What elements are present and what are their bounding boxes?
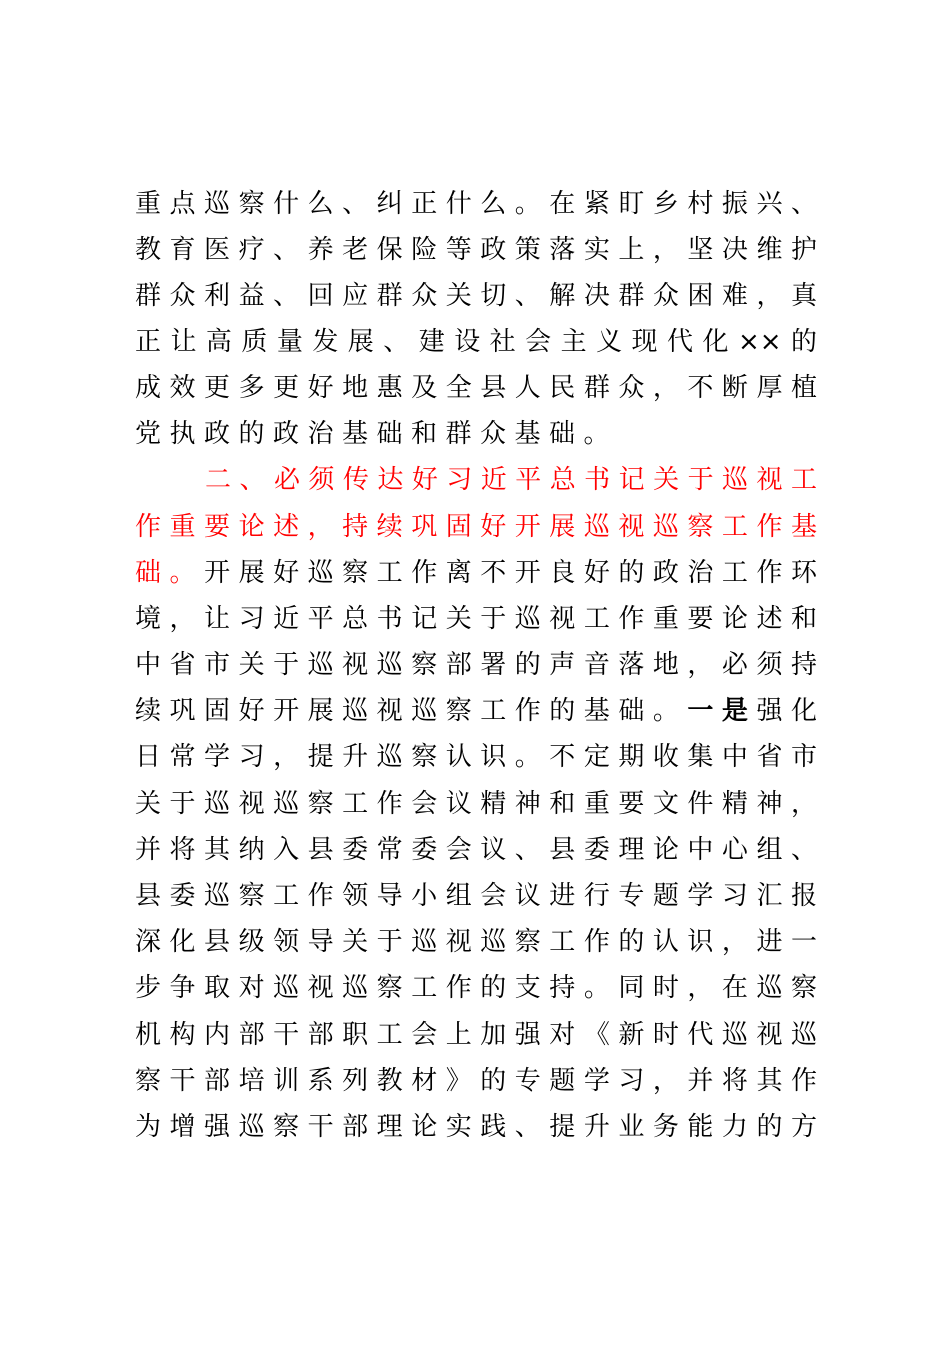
text-line: 日常学习，提升巡察认识。不定期收集中省市 xyxy=(135,742,817,772)
text-line: 关于巡视巡察工作会议精神和重要文件精神， xyxy=(135,789,817,819)
text-line: 境，让习近平总书记关于巡视工作重要论述和 xyxy=(135,604,817,634)
text-line: 步争取对巡视巡察工作的支持。同时，在巡察 xyxy=(135,973,817,1003)
text-line: 成效更多更好地惠及全县人民群众，不断厚植 xyxy=(135,373,817,403)
text-line: 正让高质量发展、建设社会主义现代化××的 xyxy=(135,327,817,357)
text-line: 群众利益、回应群众关切、解决群众困难，真 xyxy=(135,281,817,311)
text-segment: 强化 xyxy=(756,696,817,726)
text-line: 县委巡察工作领导小组会议进行专题学习汇报 xyxy=(135,881,817,911)
text-line: 察干部培训系列教材》的专题学习，并将其作 xyxy=(135,1066,817,1096)
bold-marker: 一是 xyxy=(687,696,757,726)
text-line-mixed xyxy=(135,553,817,593)
text-line: 为增强巡察干部理论实践、提升业务能力的方 xyxy=(135,1112,817,1142)
paragraph-start: 开展好巡察工作离不开良好的政治工作环 xyxy=(204,558,817,588)
text-line: 教育医疗、养老保险等政策落实上，坚决维护 xyxy=(135,235,817,265)
text-line-mixed xyxy=(135,691,817,731)
text-line: 党执政的政治基础和群众基础。 xyxy=(135,419,619,449)
text-line: 重点巡察什么、纠正什么。在紧盯乡村振兴、 xyxy=(135,189,817,219)
text-line: 中省市关于巡视巡察部署的声音落地，必须持 xyxy=(135,650,817,680)
text-line: 机构内部干部职工会上加强对《新时代巡视巡 xyxy=(135,1020,817,1050)
section-heading-line: 二、必须传达好习近平总书记关于巡视工 xyxy=(205,465,817,495)
section-heading-line: 作重要论述，持续巩固好开展巡视巡察工作基 xyxy=(135,512,817,542)
text-line: 并将其纳入县委常委会议、县委理论中心组、 xyxy=(135,835,817,865)
section-heading-end: 础。 xyxy=(135,558,205,588)
text-segment: 续巩固好开展巡视巡察工作的基础。 xyxy=(135,696,688,726)
text-line: 深化县级领导关于巡视巡察工作的认识，进一 xyxy=(135,927,817,957)
